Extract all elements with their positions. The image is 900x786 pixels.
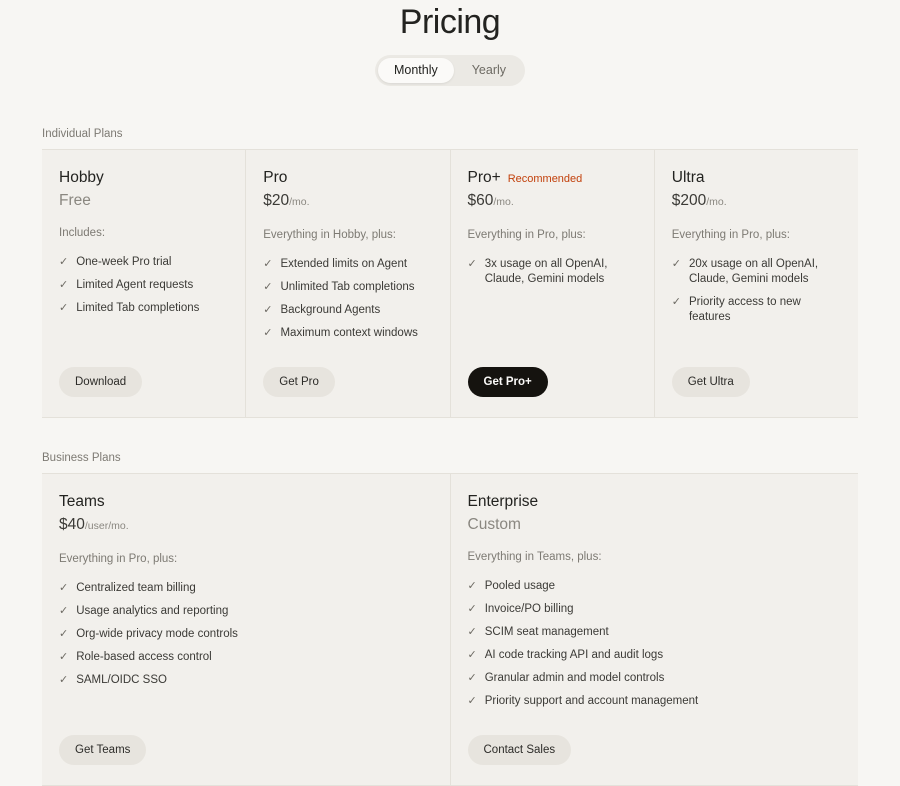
check-icon: ✓ [59, 302, 69, 314]
list-item [263, 280, 432, 295]
plan-cta-wrap [672, 349, 841, 417]
plan-price-period: /mo. [706, 196, 727, 208]
feature-label: Pooled usage [484, 580, 556, 592]
list-item [672, 257, 841, 287]
feature-label: SCIM seat management [484, 626, 609, 638]
feature-label: Granular admin and model controls [484, 672, 665, 684]
plan-name [468, 168, 637, 187]
business-plan-cards [42, 473, 858, 786]
plan-price [672, 191, 841, 212]
get-ultra-button[interactable]: Get Ultra [672, 367, 750, 397]
individual-plans-section [0, 127, 900, 418]
plan-card-teams [42, 474, 451, 785]
feature-label: Centralized team billing [76, 582, 196, 594]
list-item [263, 326, 432, 341]
feature-label: SAML/OIDC SSO [76, 674, 167, 686]
plan-price-amount: $40 [59, 516, 85, 533]
feature-label: Usage analytics and reporting [76, 605, 229, 617]
list-item [468, 257, 637, 287]
section-label-business: Business Plans [42, 452, 121, 464]
business-plans-section [0, 451, 900, 786]
status-badge: Recommended [507, 173, 583, 185]
check-icon: ✓ [467, 258, 477, 270]
get-pro-plus-button[interactable]: Get Pro+ [468, 367, 548, 397]
check-icon: ✓ [467, 649, 477, 661]
section-label-individual: Individual Plans [42, 128, 123, 140]
list-item [468, 694, 842, 709]
check-icon: ✓ [59, 628, 69, 640]
individual-plan-cards [42, 149, 858, 418]
feature-label: Invoice/PO billing [484, 603, 574, 615]
plan-price-period: /mo. [493, 196, 514, 208]
list-item [468, 671, 842, 686]
billing-period-toggle[interactable] [0, 55, 900, 86]
page-title: Pricing [399, 3, 501, 41]
plan-card-enterprise [451, 474, 859, 785]
plan-intro: Everything in Pro, plus: [467, 229, 586, 241]
feature-label: Role-based access control [76, 651, 212, 663]
list-item [263, 257, 432, 272]
plan-intro: Everything in Pro, plus: [671, 229, 791, 241]
check-icon: ✓ [59, 651, 69, 663]
list-item [59, 278, 228, 293]
plan-card-pro [246, 150, 450, 417]
list-item [468, 579, 842, 594]
plan-intro: Everything in Hobby, plus: [263, 229, 396, 241]
plan-feature-list [468, 579, 842, 717]
download-button[interactable]: Download [59, 367, 142, 397]
list-item [59, 604, 433, 619]
plan-feature-list [468, 257, 637, 295]
plan-price: Free [59, 192, 91, 209]
feature-label: 20x usage on all OpenAI, Claude, Gemini models [688, 258, 819, 285]
plan-feature-list [263, 257, 432, 349]
plan-cta-wrap [59, 717, 433, 785]
plan-name [59, 168, 228, 187]
list-item [59, 581, 433, 596]
list-item [468, 602, 842, 617]
plan-cta-wrap [263, 349, 432, 417]
plan-card-ultra [655, 150, 858, 417]
plan-cta-wrap [59, 349, 228, 417]
plan-name-label: Pro+ [467, 169, 501, 186]
plan-name [672, 168, 841, 187]
plan-cta-wrap [468, 717, 842, 785]
feature-label: Org-wide privacy mode controls [76, 628, 238, 640]
feature-label: 3x usage on all OpenAI, Claude, Gemini models [484, 258, 608, 285]
plan-price-amount: $20 [263, 192, 290, 209]
plan-name-label: Pro [263, 169, 288, 186]
check-icon: ✓ [59, 279, 69, 291]
feature-label: Unlimited Tab completions [280, 281, 415, 293]
plan-intro: Includes: [59, 227, 106, 239]
plan-intro: Everything in Teams, plus: [467, 551, 602, 563]
plan-card-hobby [42, 150, 246, 417]
feature-label: Maximum context windows [280, 327, 418, 339]
plan-feature-list [672, 257, 841, 333]
plan-cta-wrap [468, 349, 637, 417]
plan-name-label: Hobby [59, 169, 104, 186]
check-icon: ✓ [467, 672, 477, 684]
feature-label: AI code tracking API and audit logs [484, 649, 664, 661]
feature-label: One-week Pro trial [76, 256, 172, 268]
plan-price [263, 191, 432, 212]
list-item [468, 625, 842, 640]
toggle-option-monthly[interactable]: Monthly [378, 58, 454, 83]
list-item [468, 648, 842, 663]
check-icon: ✓ [467, 603, 477, 615]
get-pro-button[interactable]: Get Pro [263, 367, 335, 397]
plan-name-label: Ultra [671, 169, 705, 186]
plan-price-amount: $200 [671, 192, 707, 209]
list-item [59, 627, 433, 642]
plan-name [59, 492, 433, 511]
plan-price [59, 515, 433, 536]
list-item [263, 303, 432, 318]
feature-label: Limited Agent requests [76, 279, 194, 291]
plan-card-pro-plus [451, 150, 655, 417]
plan-price-amount: $60 [467, 192, 494, 209]
plan-price [468, 191, 637, 212]
plan-name-label: Enterprise [467, 493, 539, 510]
get-teams-button[interactable]: Get Teams [59, 735, 146, 765]
list-item [59, 650, 433, 665]
feature-label: Priority support and account management [484, 695, 699, 707]
plan-name-label: Teams [59, 493, 105, 510]
plan-intro: Everything in Pro, plus: [59, 553, 178, 565]
plan-feature-list [59, 581, 433, 696]
check-icon: ✓ [671, 296, 681, 308]
plan-name [263, 168, 432, 187]
plan-price-period: /user/mo. [84, 520, 129, 532]
list-item [59, 255, 228, 270]
feature-label: Background Agents [280, 304, 381, 316]
feature-label: Extended limits on Agent [280, 258, 408, 270]
check-icon: ✓ [671, 258, 681, 270]
feature-label: Priority access to new features [688, 296, 801, 323]
check-icon: ✓ [467, 626, 477, 638]
check-icon: ✓ [59, 582, 69, 594]
toggle-option-yearly[interactable]: Yearly [471, 63, 507, 77]
contact-sales-button[interactable]: Contact Sales [468, 735, 572, 765]
check-icon: ✓ [467, 695, 477, 707]
check-icon: ✓ [263, 304, 273, 316]
check-icon: ✓ [263, 327, 273, 339]
plan-feature-list [59, 255, 228, 324]
list-item [59, 673, 433, 688]
check-icon: ✓ [59, 674, 69, 686]
plan-price: Custom [467, 516, 521, 533]
check-icon: ✓ [59, 605, 69, 617]
plan-price-period: /mo. [289, 196, 310, 208]
feature-label: Limited Tab completions [76, 302, 200, 314]
plan-name [468, 492, 842, 511]
check-icon: ✓ [59, 256, 69, 268]
check-icon: ✓ [263, 281, 273, 293]
check-icon: ✓ [263, 258, 273, 270]
list-item [59, 301, 228, 316]
list-item [672, 295, 841, 325]
check-icon: ✓ [467, 580, 477, 592]
